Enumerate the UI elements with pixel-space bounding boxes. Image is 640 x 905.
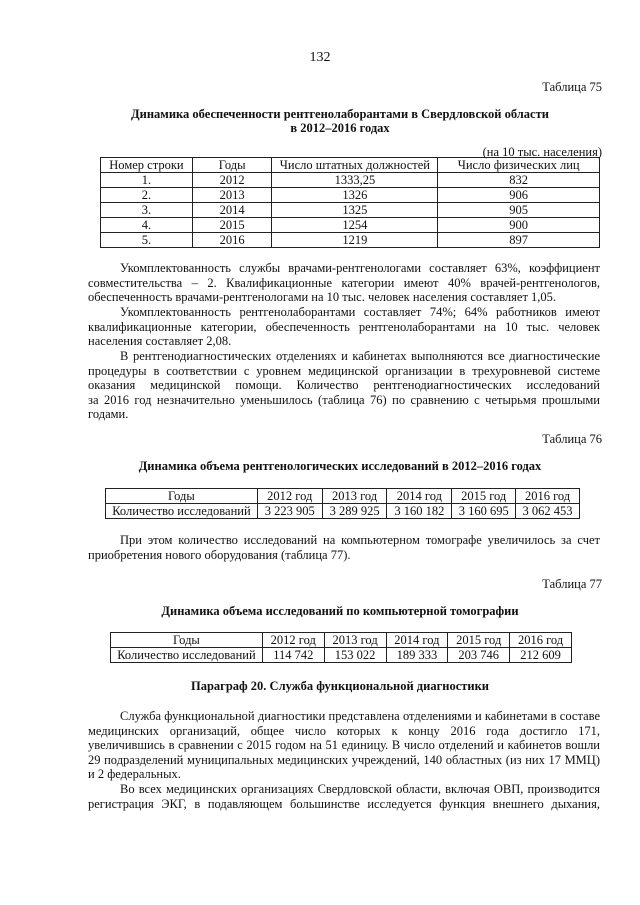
text-line: приобретения нового оборудования (таблица 77). [88,547,351,562]
table-76-header-cell: 2013 год [322,489,387,504]
table-76-header-cell: 2014 год [387,489,452,504]
text-line: Укомплектованность рентгенолаборантами составляет 74%; 64% работников имеют [120,305,600,319]
table-75-header-cell: Годы [192,158,272,173]
table-cell: 1. [101,173,193,188]
table-77-header-row [111,633,572,648]
table-cell: 1219 [272,233,438,248]
paragraph-ecg-registration [88,782,600,811]
table-cell: 2. [101,188,193,203]
text-line: оказания медицинской помощи. Количество рентгенодиагностических исследований [88,378,600,393]
table-77-header-cell: 2016 год [510,633,572,648]
text-line: 29 подразделений муниципальных медицинских учреждений, 140 областных (из них 17 ММЦ) [88,752,600,767]
table-77-header-cell: 2012 год [262,633,324,648]
text-line: годами. [88,407,129,422]
table-77-header-cell: Годы [111,633,263,648]
table-cell: 114 742 [262,648,324,663]
text-line: В рентгенодиагностических отделениях и кабинетах выполняются все диагностические [120,349,600,363]
table-75-title-line2: в 2012–2016 годах [290,121,390,135]
table-75-header-cell: Число штатных должностей [272,158,438,173]
text-line: населения составляет 2,08. [88,334,232,349]
table-cell: 3 062 453 [516,504,580,519]
table-cell: 3 160 695 [452,504,516,519]
table-75-title [90,107,590,135]
table-cell: 1325 [272,203,438,218]
table-76-label: Таблица 76 [542,432,602,446]
table-77 [110,632,572,663]
table-76-title: Динамика объема рентгенологических исследований в 2012–2016 годах [138,459,542,473]
text-line: При этом количество исследований на компьютерном томографе увеличилось за счет [120,533,600,547]
table-cell: 832 [438,173,600,188]
table-75-label: Таблица 75 [542,80,602,94]
table-cell: 4. [101,218,193,233]
table-row [111,648,572,663]
text-line: увеличившись в сравнении с 2015 годом на 51 единицу. В число отделений и кабинетов вошли [88,738,600,753]
table-76-header-cell: Годы [106,489,258,504]
text-line: Укомплектованность службы врачами-рентгенологами составляет 63%, коэффициент [120,261,600,275]
text-line: Во всех медицинских организациях Свердловской области, включая ОВП, производится [120,782,600,796]
table-cell: 2016 [192,233,272,248]
text-line: и 2 федеральных. [88,767,181,782]
table-row [101,218,600,233]
paragraph-functional-diagnostics [88,709,600,782]
table-cell: 897 [438,233,600,248]
table-cell: 3 160 182 [387,504,452,519]
text-line: Служба функциональной диагностики представлена отделениями и кабинетами в составе [120,709,600,723]
table-77-header-cell: 2015 год [448,633,510,648]
table-cell: 906 [438,188,600,203]
table-cell: 203 746 [448,648,510,663]
paragraph-staffing-technicians [88,305,600,349]
table-cell: Количество исследований [111,648,263,663]
table-cell: 2013 [192,188,272,203]
table-77-header-cell: 2014 год [386,633,448,648]
text-line: за 2016 год незначительно уменьшилось (таблица 76) по сравнению с четырьмя прошлыми [88,392,600,407]
table-row [101,203,600,218]
table-76 [105,488,580,519]
table-cell: 5. [101,233,193,248]
text-line: медицинских организаций, общее число которых к концу 2016 года достигло 171, [88,723,600,738]
table-77-title: Динамика объема исследований по компьютерной томографии [161,604,519,618]
text-line: совместительства – 2. Квалификационные категории имеют 40% врачей-рентгенологов, [88,275,600,290]
table-cell: Количество исследований [106,504,258,519]
table-cell: 3 289 925 [322,504,387,519]
table-76-header-row [106,489,580,504]
paragraph-ct-increase [88,533,600,562]
table-77-header-cell: 2013 год [324,633,386,648]
table-cell: 1254 [272,218,438,233]
table-cell: 905 [438,203,600,218]
table-75-header-row [101,158,600,173]
table-75-header-cell: Число физических лиц [438,158,600,173]
table-cell: 212 609 [510,648,572,663]
table-76-header-cell: 2012 год [257,489,322,504]
table-cell: 2014 [192,203,272,218]
table-row [106,504,580,519]
table-row [101,173,600,188]
table-75 [100,157,600,248]
table-row [101,188,600,203]
table-cell: 2015 [192,218,272,233]
table-cell: 1326 [272,188,438,203]
table-76-header-cell: 2015 год [452,489,516,504]
page-number: 132 [309,50,331,65]
paragraph-diagnostic-procedures [88,349,600,422]
text-line: процедуры в соответствии с уровнем медицинской организации в трехуровневой системе [88,363,600,378]
paragraph-staffing-radiologists [88,261,600,305]
table-cell: 189 333 [386,648,448,663]
table-75-title-line1: Динамика обеспеченности рентгенолаборантами в Свердловской области [131,107,549,121]
table-cell: 3. [101,203,193,218]
table-cell: 153 022 [324,648,386,663]
text-line: квалификационные категории, обеспеченность рентгенолаборантами на 10 тыс. человек [88,319,600,334]
section-heading: Параграф 20. Служба функциональной диагностики [190,679,490,693]
table-76-header-cell: 2016 год [516,489,580,504]
text-line: регистрация ЭКГ, в подавляющем большинстве исследуется функция внешнего дыхания, [88,796,600,811]
table-cell: 900 [438,218,600,233]
table-75-header-cell: Номер строки [101,158,193,173]
table-cell: 1333,25 [272,173,438,188]
text-line: обеспеченность врачами-рентгенологами на 10 тыс. человек населения составляет 1,05. [88,290,557,305]
table-77-label: Таблица 77 [542,577,602,591]
table-75-unit-note: (на 10 тыс. населения) [482,145,602,159]
table-cell: 3 223 905 [257,504,322,519]
table-row [101,233,600,248]
table-cell: 2012 [192,173,272,188]
